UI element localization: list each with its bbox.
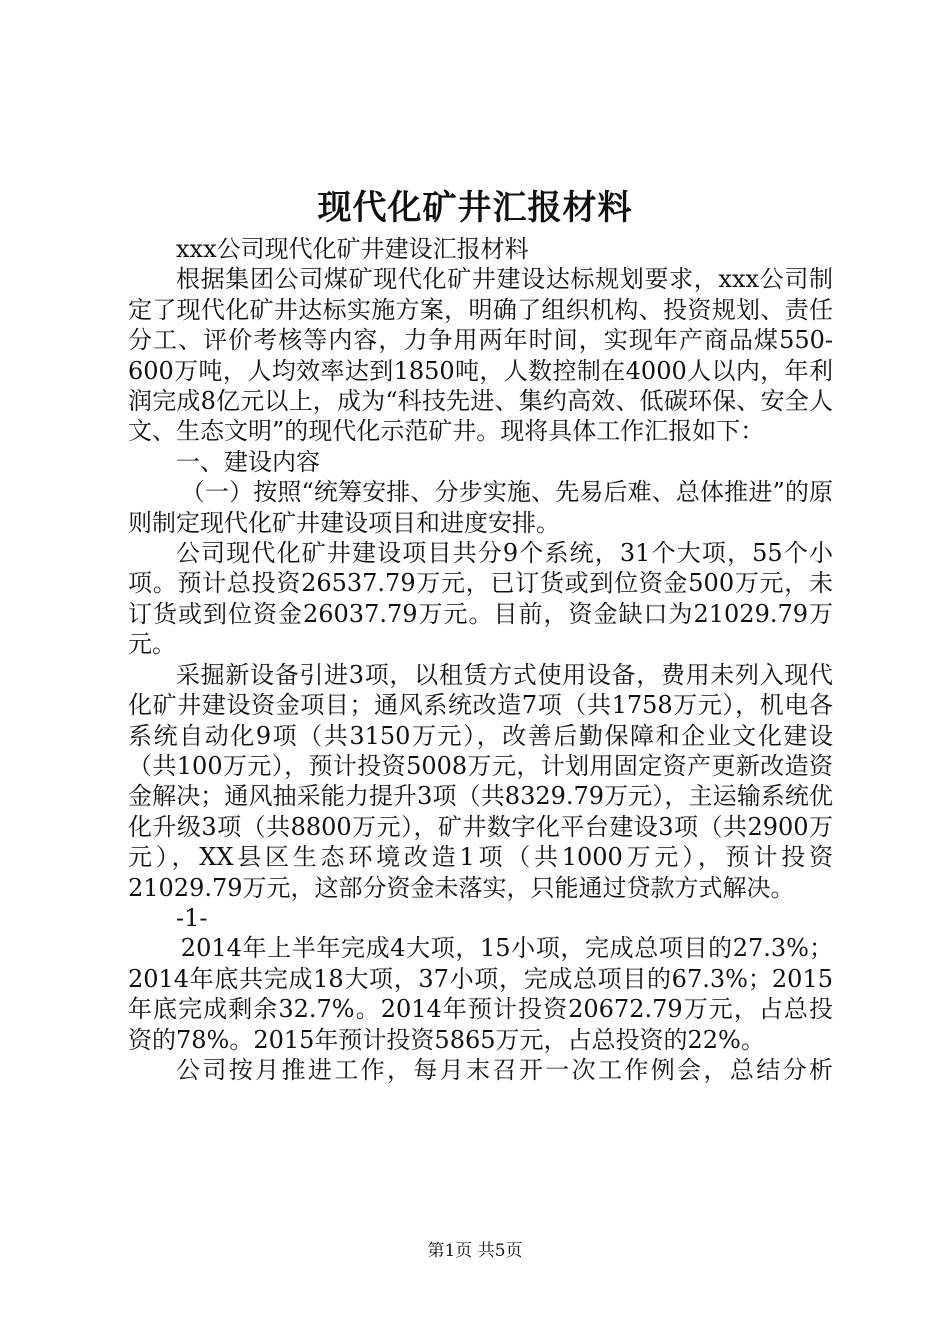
paragraph-subtitle: xxx公司现代化矿井建设汇报材料	[176, 235, 529, 263]
inline-page-number: -1-	[176, 903, 208, 932]
page-footer: 第1页 共5页	[427, 1241, 523, 1261]
paragraph-project-overview: 公司现代化矿井建设项目共分9个系统，31个大项，55个小项。预计总投资26537.79万元，已订货或到位资金500万元，未订货或到位资金26037.79万元。目前，资金缺口为21029.79万元。	[128, 539, 833, 659]
paragraph-intro: 根据集团公司煤矿现代化矿井建设达标规划要求，xxx公司制定了现代化矿井达标实施方案，明确了组织机构、投资规划、责任分工、评价考核等内容，力争用两年时间，实现年产商品煤550-600万吨，人均效率达到1850吨，人数控制在4000人以内，年利润完成8亿元以上，成为“科技先进、集约高效、低碳环保、安全人文、生态文明”的现代化示范矿井。现将具体工作汇报如下：	[128, 265, 833, 446]
document-title: 现代化矿井汇报材料	[317, 188, 633, 228]
document-body	[128, 234, 833, 1085]
paragraph-principle: （一）按照“统筹安排、分步实施、先易后难、总体推进”的原则制定现代化矿井建设项目和进度安排。	[128, 478, 833, 537]
paragraph-investment-breakdown: 采掘新设备引进3项，以租赁方式使用设备，费用未列入现代化矿井建设资金项目；通风系统改造7项（共1758万元），机电各系统自动化9项（共3150万元），改善后勤保障和企业文化建设（共100万元），预计投资5008万元，计划用固定资产更新改造资金解决；通风抽采能力提升3项（共8329.79万元），主运输系统优化升级3项（共8800万元），矿井数字化平台建设3项（共2900万元），XX县区生态环境改造1项（共1000万元），预计投资21029.79万元，这部分资金未落实，只能通过贷款方式解决。	[128, 660, 833, 902]
paragraph-schedule: 2014年上半年完成4大项，15小项，完成总项目的27.3%；2014年底共完成18大项，37小项，完成总项目的67.3%；2015年底完成剩余32.7%。2014年预计投资20672.79万元，占总投资的78%。2015年预计投资5865万元，占总投资的22%。	[128, 934, 833, 1054]
section-heading-construction-content: 一、建设内容	[176, 447, 320, 476]
paragraph-monthly-meeting: 公司按月推进工作，每月末召开一次工作例会，总结分析	[176, 1055, 833, 1084]
